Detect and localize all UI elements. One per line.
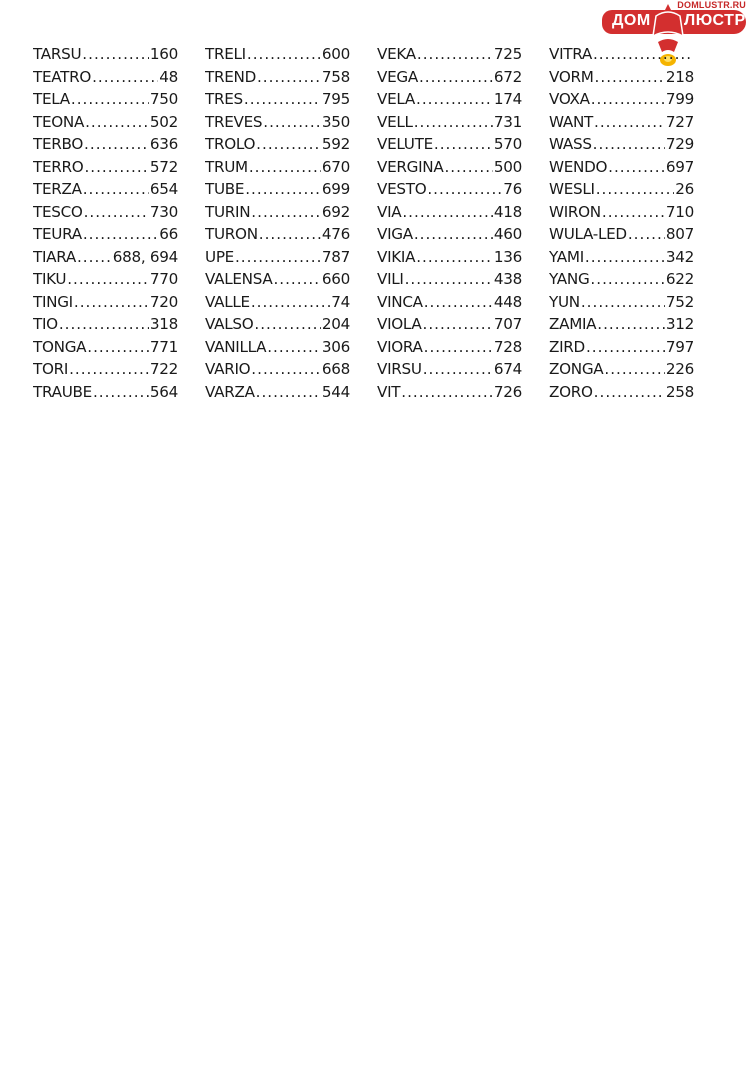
entry-page: 797 [665, 337, 694, 356]
entry-name: ZAMIA [549, 315, 597, 333]
dot-leader [414, 113, 493, 131]
entry-page: 636 [149, 135, 178, 153]
index-entry [33, 293, 178, 316]
dot-leader [604, 360, 665, 378]
index-entry [205, 90, 350, 113]
index-entry [205, 180, 350, 203]
index-column [205, 45, 350, 405]
dot-leader [419, 68, 493, 86]
entry-page: 136 [493, 247, 522, 266]
dot-leader [595, 68, 665, 86]
entry-name: ZIRD [549, 337, 585, 356]
entry-name: VALLE [205, 292, 250, 311]
dot-leader [83, 225, 158, 243]
entry-page: 544 [321, 382, 350, 401]
entry-name: VELUTE [377, 135, 433, 153]
entry-page: 500 [493, 157, 522, 176]
entry-page: 438 [493, 270, 522, 288]
logo-word-left: ДОМ [612, 12, 651, 29]
index-entry [377, 113, 522, 136]
index-entry [377, 338, 522, 361]
entry-page: 66 [159, 225, 178, 243]
dot-leader [256, 135, 321, 153]
index-entry [205, 315, 350, 338]
dot-leader [83, 180, 149, 198]
index-entry [33, 113, 178, 136]
index-entry [549, 338, 694, 361]
index-entry [549, 158, 694, 181]
entry-name: TRELI [205, 45, 246, 63]
entry-name: UPE [205, 247, 234, 266]
index-entry [377, 203, 522, 226]
entry-name: YAMI [549, 247, 584, 266]
entry-page: 668 [321, 360, 350, 378]
entry-name: TERRO [33, 157, 84, 176]
dot-leader [251, 360, 321, 378]
index-entry [377, 293, 522, 316]
entry-name: VIKIA [377, 247, 416, 266]
index-entry [33, 45, 178, 68]
dot-leader [416, 248, 493, 266]
entry-name: ZONGA [549, 360, 604, 378]
index-entry [205, 338, 350, 361]
dot-leader [267, 338, 321, 356]
index-entry [33, 338, 178, 361]
product-index [33, 45, 694, 405]
dot-leader [586, 338, 665, 356]
entry-name: VITRA [549, 45, 592, 63]
index-entry [549, 248, 694, 271]
dot-leader [254, 315, 321, 333]
index-column [377, 45, 522, 405]
entry-page: 342 [665, 247, 694, 266]
dot-leader [414, 225, 493, 243]
entry-name: TERBO [33, 135, 84, 153]
index-entry [377, 158, 522, 181]
entry-name: VEGA [377, 67, 418, 86]
entry-name: WIRON [549, 202, 601, 221]
entry-name: WESLI [549, 180, 595, 198]
entry-name: TREND [205, 67, 256, 86]
entry-name: WULA-LED [549, 225, 627, 243]
dot-leader [93, 383, 149, 401]
entry-name: VARIO [205, 360, 251, 378]
dot-leader [244, 90, 321, 108]
dot-leader [74, 293, 149, 311]
entry-page: 670 [321, 157, 350, 176]
index-entry [377, 225, 522, 248]
dot-leader [401, 383, 493, 401]
dot-leader [85, 113, 149, 131]
entry-page: 726 [493, 382, 522, 401]
entry-name: VIGA [377, 225, 413, 243]
index-entry [205, 383, 350, 406]
index-entry [205, 158, 350, 181]
entry-page: 572 [149, 157, 178, 176]
entry-name: VELL [377, 112, 413, 131]
index-entry [205, 248, 350, 271]
entry-page: 697 [665, 157, 694, 176]
index-column [549, 45, 694, 405]
dot-leader [423, 360, 493, 378]
entry-name: TROLO [205, 135, 256, 153]
entry-name: VEKA [377, 45, 416, 63]
dot-leader [608, 158, 665, 176]
entry-page: 660 [321, 270, 350, 288]
index-entry [33, 203, 178, 226]
entry-page: 799 [665, 90, 694, 108]
dot-leader [424, 293, 493, 311]
entry-name: TONGA [33, 337, 87, 356]
dot-leader [417, 45, 493, 63]
entry-name: WANT [549, 112, 594, 131]
index-entry [377, 180, 522, 203]
entry-name: TUBE [205, 180, 245, 198]
index-entry [549, 383, 694, 406]
logo-url: DOMLUSTR.RU [677, 0, 746, 10]
entry-page: 807 [665, 225, 694, 243]
dot-leader [59, 315, 149, 333]
index-entry [33, 158, 178, 181]
dot-leader [594, 383, 665, 401]
entry-name: WASS [549, 135, 592, 153]
index-entry [205, 135, 350, 158]
dot-leader [416, 90, 493, 108]
index-entry [33, 90, 178, 113]
entry-page: 731 [493, 112, 522, 131]
index-entry [377, 383, 522, 406]
entry-name: VALSO [205, 315, 254, 333]
index-entry [33, 225, 178, 248]
entry-page: 699 [321, 180, 350, 198]
dot-leader [602, 203, 665, 221]
dot-leader [256, 383, 321, 401]
index-entry [205, 270, 350, 293]
dot-leader [273, 270, 320, 288]
entry-name: YANG [549, 270, 590, 288]
entry-page: 688, 694 [112, 247, 178, 266]
dot-leader [628, 225, 665, 243]
index-entry [377, 248, 522, 271]
dot-leader [402, 203, 493, 221]
dot-leader [71, 90, 149, 108]
dot-leader [596, 180, 675, 198]
entry-name: TURIN [205, 202, 251, 221]
dot-leader [84, 135, 149, 153]
entry-page: 592 [321, 135, 350, 153]
logo-word-right: ЛЮСТР [684, 12, 746, 29]
index-entry [33, 68, 178, 91]
entry-name: TEONA [33, 112, 85, 131]
entry-page: 476 [321, 225, 350, 243]
dot-leader [235, 248, 321, 266]
entry-page: 204 [321, 315, 350, 333]
entry-name: VIRSU [377, 360, 422, 378]
entry-page: 160 [149, 45, 178, 63]
dot-leader [251, 293, 330, 311]
dot-leader [87, 338, 149, 356]
index-entry [549, 68, 694, 91]
entry-name: TIO [33, 315, 58, 333]
entry-page: 672 [493, 67, 522, 86]
entry-page: 750 [149, 90, 178, 108]
entry-page: 725 [493, 45, 522, 63]
dot-leader [257, 68, 321, 86]
index-entry [549, 45, 694, 68]
entry-page: 771 [149, 337, 178, 356]
entry-page: 729 [665, 135, 694, 153]
entry-name: TRAUBE [33, 382, 92, 401]
entry-page: 654 [149, 180, 178, 198]
entry-page: 758 [321, 67, 350, 86]
dot-leader [82, 45, 149, 63]
entry-page: 770 [149, 270, 178, 288]
dot-leader [405, 270, 493, 288]
entry-page: 674 [493, 360, 522, 378]
entry-name: VANILLA [205, 337, 267, 356]
entry-name: TORI [33, 360, 69, 378]
dot-leader [92, 68, 158, 86]
entry-name: TELA [33, 90, 70, 108]
dot-leader [67, 270, 149, 288]
dot-leader [593, 135, 665, 153]
entry-name: TURON [205, 225, 258, 243]
index-entry [33, 135, 178, 158]
dot-leader [424, 338, 493, 356]
index-entry [205, 293, 350, 316]
dot-leader [597, 315, 665, 333]
index-entry [549, 225, 694, 248]
index-entry [549, 113, 694, 136]
index-entry [549, 293, 694, 316]
dot-leader [581, 293, 665, 311]
index-entry [377, 68, 522, 91]
index-entry [33, 180, 178, 203]
index-entry [33, 248, 178, 271]
entry-name: VALENSA [205, 270, 273, 288]
dot-leader [423, 315, 493, 333]
entry-name: VESTO [377, 180, 427, 198]
entry-name: VIORA [377, 337, 423, 356]
entry-name: TRES [205, 90, 243, 108]
dot-leader [591, 90, 665, 108]
dot-leader [84, 203, 149, 221]
entry-page: 720 [149, 292, 178, 311]
dot-leader [77, 248, 112, 266]
entry-page: 174 [493, 90, 522, 108]
entry-name: ZORO [549, 382, 593, 401]
dot-leader [585, 248, 665, 266]
entry-page: 350 [321, 112, 350, 131]
entry-name: TERZA [33, 180, 82, 198]
entry-name: VARZA [205, 382, 255, 401]
entry-page: 418 [493, 202, 522, 221]
index-entry [205, 45, 350, 68]
dot-leader [259, 225, 321, 243]
entry-page: 787 [321, 247, 350, 266]
dot-leader [249, 158, 321, 176]
entry-name: TREVES [205, 112, 263, 131]
index-entry [377, 270, 522, 293]
index-entry [377, 135, 522, 158]
index-entry [377, 315, 522, 338]
entry-page: 218 [665, 67, 694, 86]
entry-name: VIOLA [377, 315, 422, 333]
dot-leader [84, 158, 148, 176]
entry-name: VIA [377, 202, 402, 221]
entry-name: TARSU [33, 45, 82, 63]
entry-page: 707 [493, 315, 522, 333]
entry-name: VOXA [549, 90, 590, 108]
index-column [33, 45, 178, 405]
entry-page: 26 [675, 180, 694, 198]
dot-leader [427, 180, 502, 198]
entry-page: 502 [149, 112, 178, 131]
dot-leader [590, 270, 664, 288]
entry-page: 312 [665, 315, 694, 333]
index-entry [205, 225, 350, 248]
entry-page: 74 [331, 292, 350, 311]
index-entry [33, 383, 178, 406]
dot-leader [434, 135, 493, 153]
entry-name: VIT [377, 382, 401, 401]
entry-name: TIKU [33, 270, 67, 288]
index-entry [549, 315, 694, 338]
dot-leader [593, 45, 693, 63]
entry-page: 795 [321, 90, 350, 108]
index-entry [377, 90, 522, 113]
entry-page: 318 [149, 315, 178, 333]
index-entry [33, 360, 178, 383]
entry-name: TINGI [33, 292, 73, 311]
dot-leader [263, 113, 321, 131]
entry-name: VINCA [377, 292, 423, 311]
index-entry [549, 203, 694, 226]
entry-page: 564 [149, 382, 178, 401]
index-entry [549, 180, 694, 203]
entry-name: TIARA [33, 247, 76, 266]
index-entry [205, 360, 350, 383]
index-entry [205, 113, 350, 136]
entry-name: TRUM [205, 157, 248, 176]
entry-name: TEURA [33, 225, 82, 243]
entry-name: WENDO [549, 157, 608, 176]
index-entry [549, 90, 694, 113]
entry-page: 258 [665, 382, 694, 401]
index-entry [205, 68, 350, 91]
dot-leader [594, 113, 665, 131]
dot-leader [69, 360, 149, 378]
entry-page: 306 [321, 337, 350, 356]
index-entry [205, 203, 350, 226]
entry-page: 752 [665, 292, 694, 311]
entry-page: 622 [665, 270, 694, 288]
index-entry [549, 360, 694, 383]
entry-page: 722 [149, 360, 178, 378]
index-entry [33, 270, 178, 293]
entry-page: 226 [665, 360, 694, 378]
dot-leader [245, 180, 321, 198]
entry-page: 570 [493, 135, 522, 153]
entry-name: TEATRO [33, 67, 92, 86]
entry-name: YUN [549, 292, 580, 311]
entry-page: 727 [665, 112, 694, 131]
dot-leader [247, 45, 321, 63]
entry-page: 448 [493, 292, 522, 311]
dot-leader [444, 158, 492, 176]
index-entry [377, 45, 522, 68]
index-entry [549, 270, 694, 293]
entry-name: VERGINA [377, 157, 444, 176]
entry-page: 48 [159, 67, 178, 86]
entry-page: 460 [493, 225, 522, 243]
entry-page: 76 [503, 180, 522, 198]
entry-name: VILI [377, 270, 404, 288]
index-entry [33, 315, 178, 338]
entry-name: TESCO [33, 202, 83, 221]
entry-page: 728 [493, 337, 522, 356]
dot-leader [251, 203, 321, 221]
index-entry [549, 135, 694, 158]
entry-name: VELA [377, 90, 415, 108]
entry-name: VORM [549, 67, 594, 86]
entry-page: 692 [321, 202, 350, 221]
entry-page: 600 [321, 45, 350, 63]
index-entry [377, 360, 522, 383]
entry-page: 710 [665, 202, 694, 221]
entry-page: 730 [149, 202, 178, 221]
